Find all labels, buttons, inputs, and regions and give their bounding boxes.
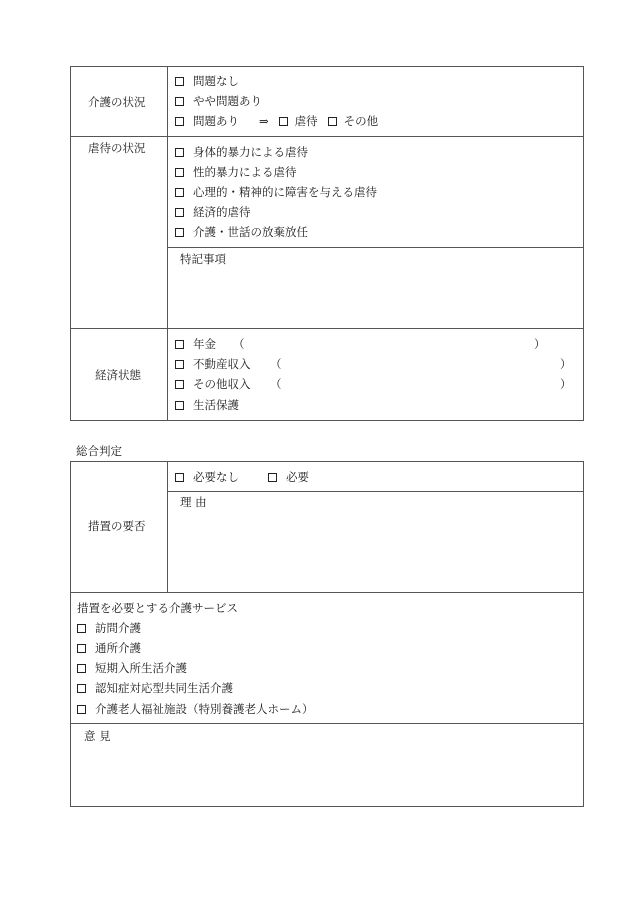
economic-item[interactable]: 不動産収入 (175, 357, 251, 371)
care-status-option[interactable]: やや問題あり (175, 94, 262, 108)
checkbox[interactable] (175, 473, 184, 482)
arrow-icon: ⇒ (259, 114, 269, 128)
checkbox[interactable] (77, 664, 86, 673)
necessity-option[interactable]: 必要 (268, 470, 309, 484)
checkbox[interactable] (268, 473, 277, 482)
opinion-field[interactable] (71, 746, 583, 806)
economic-item-open-paren: （ (270, 357, 282, 371)
abuse-status-label: 虐待の状況 (88, 141, 146, 155)
checkbox[interactable] (175, 168, 184, 177)
economic-item-open-paren: （ (233, 337, 245, 351)
abuse-status-option[interactable]: 経済的虐待 (175, 205, 251, 219)
necessity-options-divider (167, 491, 584, 492)
reason-field[interactable] (168, 512, 583, 591)
care-status-sub-option: 虐待 (294, 114, 318, 128)
checkbox[interactable] (175, 148, 184, 157)
abuse-status-option[interactable]: 性的暴力による虐待 (175, 165, 297, 179)
checkbox[interactable] (77, 644, 86, 653)
special-notes-label: 特記事項 (180, 252, 226, 266)
economic-status-label: 経済状態 (95, 368, 141, 382)
status-table-row-divider (70, 328, 584, 329)
special-notes-divider (167, 247, 584, 248)
status-table-column-divider (167, 66, 168, 421)
checkbox[interactable] (77, 624, 86, 633)
care-status-option[interactable]: 問題なし (175, 74, 239, 88)
economic-item-close-paren: ） (560, 377, 572, 391)
checkbox[interactable] (279, 117, 288, 126)
checkbox[interactable] (175, 340, 184, 349)
service-option[interactable]: 短期入所生活介護 (77, 661, 187, 675)
checkbox[interactable] (175, 208, 184, 217)
economic-item[interactable]: 年金 (175, 337, 216, 351)
special-notes-field[interactable] (168, 268, 583, 327)
checkbox[interactable] (77, 684, 86, 693)
checkbox[interactable] (175, 401, 184, 410)
care-status-label: 介護の状況 (88, 95, 146, 109)
economic-item-close-paren: ） (560, 357, 572, 371)
checkbox[interactable] (77, 705, 86, 714)
checkbox[interactable] (175, 380, 184, 389)
care-status-option[interactable]: 問題あり ⇒ 虐待 その他 (175, 114, 378, 128)
economic-item[interactable]: その他収入 (175, 377, 251, 391)
reason-label: 理 由 (180, 495, 207, 509)
opinion-label: 意 見 (84, 729, 111, 743)
economic-item-close-paren: ） (534, 337, 546, 351)
checkbox[interactable] (175, 228, 184, 237)
judgment-table-row-divider (70, 723, 584, 724)
checkbox[interactable] (328, 117, 337, 126)
checkbox[interactable] (175, 77, 184, 86)
necessity-label: 措置の要否 (88, 519, 146, 533)
abuse-status-option[interactable]: 介護・世話の放棄放任 (175, 225, 308, 239)
service-option[interactable]: 通所介護 (77, 641, 141, 655)
abuse-status-option[interactable]: 身体的暴力による虐待 (175, 145, 308, 159)
service-option[interactable]: 認知症対応型共同生活介護 (77, 681, 233, 695)
care-status-sub-option: その他 (343, 114, 379, 128)
service-option[interactable]: 介護老人福祉施設（特別養護老人ホーム） (77, 702, 314, 716)
checkbox[interactable] (175, 360, 184, 369)
checkbox[interactable] (175, 97, 184, 106)
checkbox[interactable] (175, 188, 184, 197)
judgment-table-row-divider (70, 592, 584, 593)
checkbox[interactable] (175, 117, 184, 126)
abuse-status-option[interactable]: 心理的・精神的に障害を与える虐待 (175, 185, 377, 199)
necessity-option[interactable]: 必要なし (175, 470, 239, 484)
economic-item-open-paren: （ (270, 377, 282, 391)
service-option[interactable]: 訪問介護 (77, 621, 141, 635)
status-table-row-divider (70, 136, 584, 137)
services-heading: 措置を必要とする介護サービス (77, 601, 238, 615)
economic-item[interactable]: 生活保護 (175, 398, 239, 412)
section-heading: 総合判定 (76, 444, 122, 458)
